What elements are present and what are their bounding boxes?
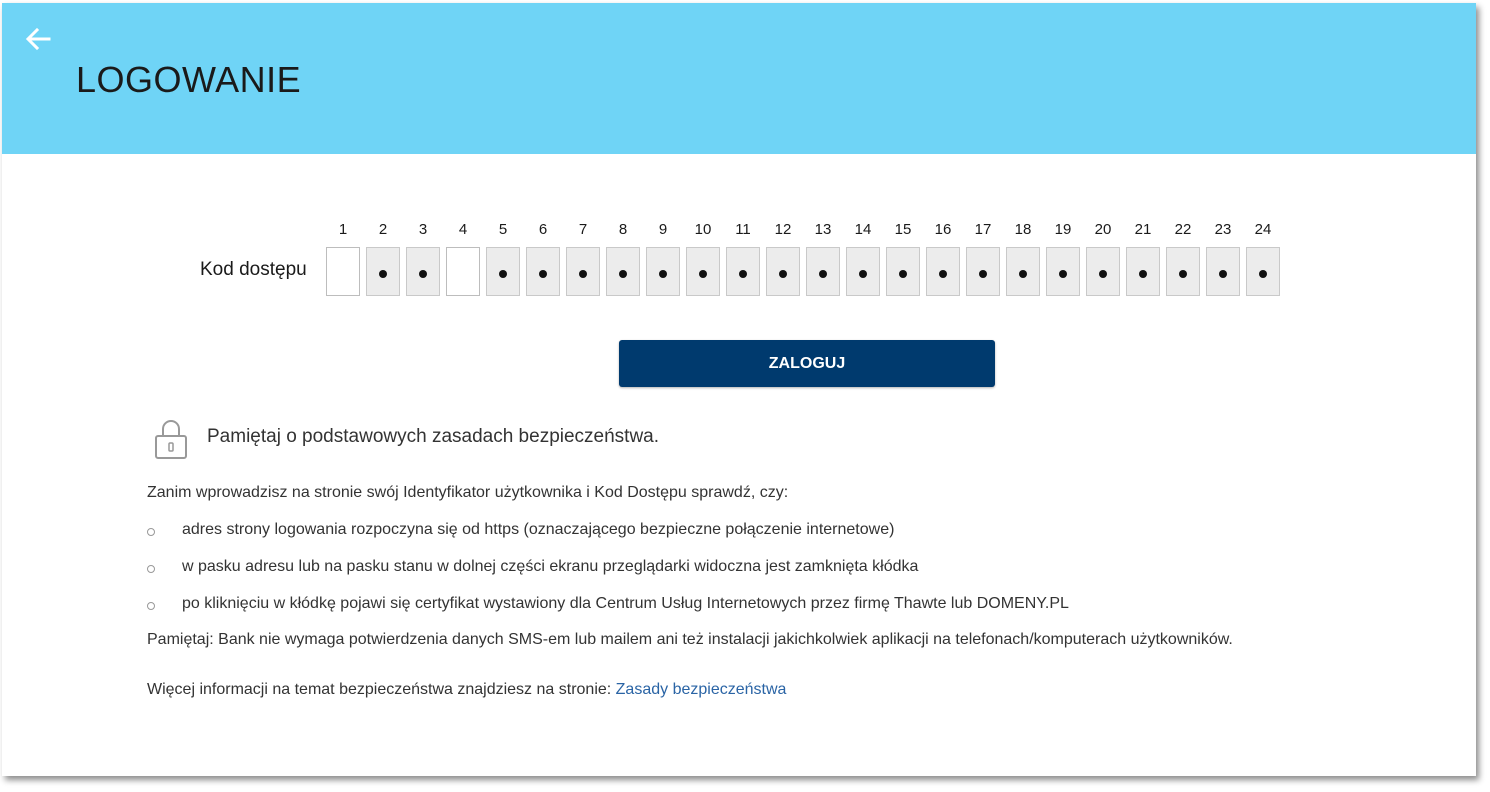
masked-dot-icon [379, 270, 387, 278]
access-code-position-number: 24 [1254, 221, 1272, 238]
access-code-position-number: 17 [974, 221, 992, 238]
masked-dot-icon [1219, 270, 1227, 278]
access-code-position-number: 22 [1174, 221, 1192, 238]
access-code-masked-17 [966, 247, 1000, 296]
access-code-char-field[interactable] [447, 248, 479, 295]
masked-dot-icon [659, 270, 667, 278]
masked-dot-icon [739, 270, 747, 278]
access-code-position-number: 5 [498, 221, 508, 238]
access-code-position-number: 15 [894, 221, 912, 238]
access-code-masked-23 [1206, 247, 1240, 296]
access-code-input-4[interactable] [446, 247, 480, 296]
access-code-masked-14 [846, 247, 880, 296]
masked-dot-icon [699, 270, 707, 278]
arrow-left-icon [22, 23, 54, 55]
lock-icon [154, 418, 188, 460]
access-code-masked-18 [1006, 247, 1040, 296]
access-code-masked-19 [1046, 247, 1080, 296]
access-code-position-number: 8 [618, 221, 628, 238]
masked-dot-icon [859, 270, 867, 278]
security-title: Pamiętaj o podstawowych zasadach bezpieczeństwa. [207, 426, 660, 447]
access-code-position-number: 21 [1134, 221, 1152, 238]
access-code-position-number: 7 [578, 221, 588, 238]
access-code-masked-16 [926, 247, 960, 296]
access-code-masked-21 [1126, 247, 1160, 296]
access-code-masked-6 [526, 247, 560, 296]
access-code-masked-9 [646, 247, 680, 296]
access-code-position-number: 12 [774, 221, 792, 238]
bullet-circle-icon [147, 565, 155, 573]
list-item-text: adres strony logowania rozpoczyna się od https (oznaczającego bezpieczne połączenie internetowe) [182, 521, 895, 538]
access-code-position-number: 2 [378, 221, 388, 238]
access-code-masked-8 [606, 247, 640, 296]
access-code-masked-12 [766, 247, 800, 296]
access-code-masked-13 [806, 247, 840, 296]
access-code-input-1[interactable] [326, 247, 360, 296]
masked-dot-icon [1019, 270, 1027, 278]
access-code-position-number: 11 [735, 221, 751, 238]
access-code-masked-10 [686, 247, 720, 296]
masked-dot-icon [579, 270, 587, 278]
more-info-text: Więcej informacji na temat bezpieczeństwa znajdziesz na stronie: [147, 681, 616, 698]
access-code-char-field[interactable] [327, 248, 359, 295]
masked-dot-icon [539, 270, 547, 278]
access-code-position-number: 9 [658, 221, 668, 238]
access-code-position-number: 10 [694, 221, 712, 238]
access-code-position-number: 6 [538, 221, 548, 238]
access-code-label: Kod dostępu [200, 259, 307, 280]
masked-dot-icon [1179, 270, 1187, 278]
masked-dot-icon [819, 270, 827, 278]
list-item-text: po kliknięciu w kłódkę pojawi się certyfikat wystawiony dla Centrum Usług Internetowych przez firmę Thawte lub DOMENY.PL [182, 595, 1069, 612]
access-code-masked-22 [1166, 247, 1200, 296]
masked-dot-icon [419, 270, 427, 278]
masked-dot-icon [899, 270, 907, 278]
masked-dot-icon [619, 270, 627, 278]
access-code-position-number: 1 [338, 221, 348, 238]
masked-dot-icon [1259, 270, 1267, 278]
access-code-masked-11 [726, 247, 760, 296]
back-button[interactable] [22, 23, 54, 55]
masked-dot-icon [979, 270, 987, 278]
security-warning: Pamiętaj: Bank nie wymaga potwierdzenia danych SMS-em lub mailem ani też instalacji jakichkolwiek aplikacji na telefonach/komputerach użytkowników. [147, 631, 1233, 648]
masked-dot-icon [939, 270, 947, 278]
access-code-position-number: 13 [814, 221, 832, 238]
access-code-position-number: 19 [1054, 221, 1072, 238]
masked-dot-icon [1059, 270, 1067, 278]
access-code-position-number: 18 [1014, 221, 1032, 238]
security-intro: Zanim wprowadzisz na stronie swój Identyfikator użytkownika i Kod Dostępu sprawdź, czy: [147, 484, 789, 501]
access-code-masked-20 [1086, 247, 1120, 296]
access-code-position-number: 20 [1094, 221, 1112, 238]
access-code-position-number: 4 [458, 221, 468, 238]
masked-dot-icon [1139, 270, 1147, 278]
access-code-masked-2 [366, 247, 400, 296]
list-item-text: w pasku adresu lub na pasku stanu w dolnej części ekranu przeglądarki widoczna jest zamknięta kłódka [182, 558, 919, 575]
page-header [2, 3, 1476, 154]
bullet-circle-icon [147, 528, 155, 536]
access-code-masked-7 [566, 247, 600, 296]
security-rules-link[interactable]: Zasady bezpieczeństwa [615, 681, 787, 698]
access-code-masked-24 [1246, 247, 1280, 296]
access-code-position-number: 3 [418, 221, 428, 238]
bullet-circle-icon [147, 602, 155, 610]
more-info [147, 681, 786, 699]
access-code-position-number: 14 [854, 221, 872, 238]
login-page [2, 3, 1476, 776]
access-code-masked-5 [486, 247, 520, 296]
masked-dot-icon [1099, 270, 1107, 278]
access-code-position-number: 23 [1214, 221, 1232, 238]
access-code-masked-3 [406, 247, 440, 296]
page-title: LOGOWANIE [76, 59, 302, 100]
masked-dot-icon [779, 270, 787, 278]
masked-dot-icon [499, 270, 507, 278]
login-button[interactable]: ZALOGUJ [619, 340, 995, 387]
access-code-masked-15 [886, 247, 920, 296]
access-code-position-number: 16 [934, 221, 952, 238]
